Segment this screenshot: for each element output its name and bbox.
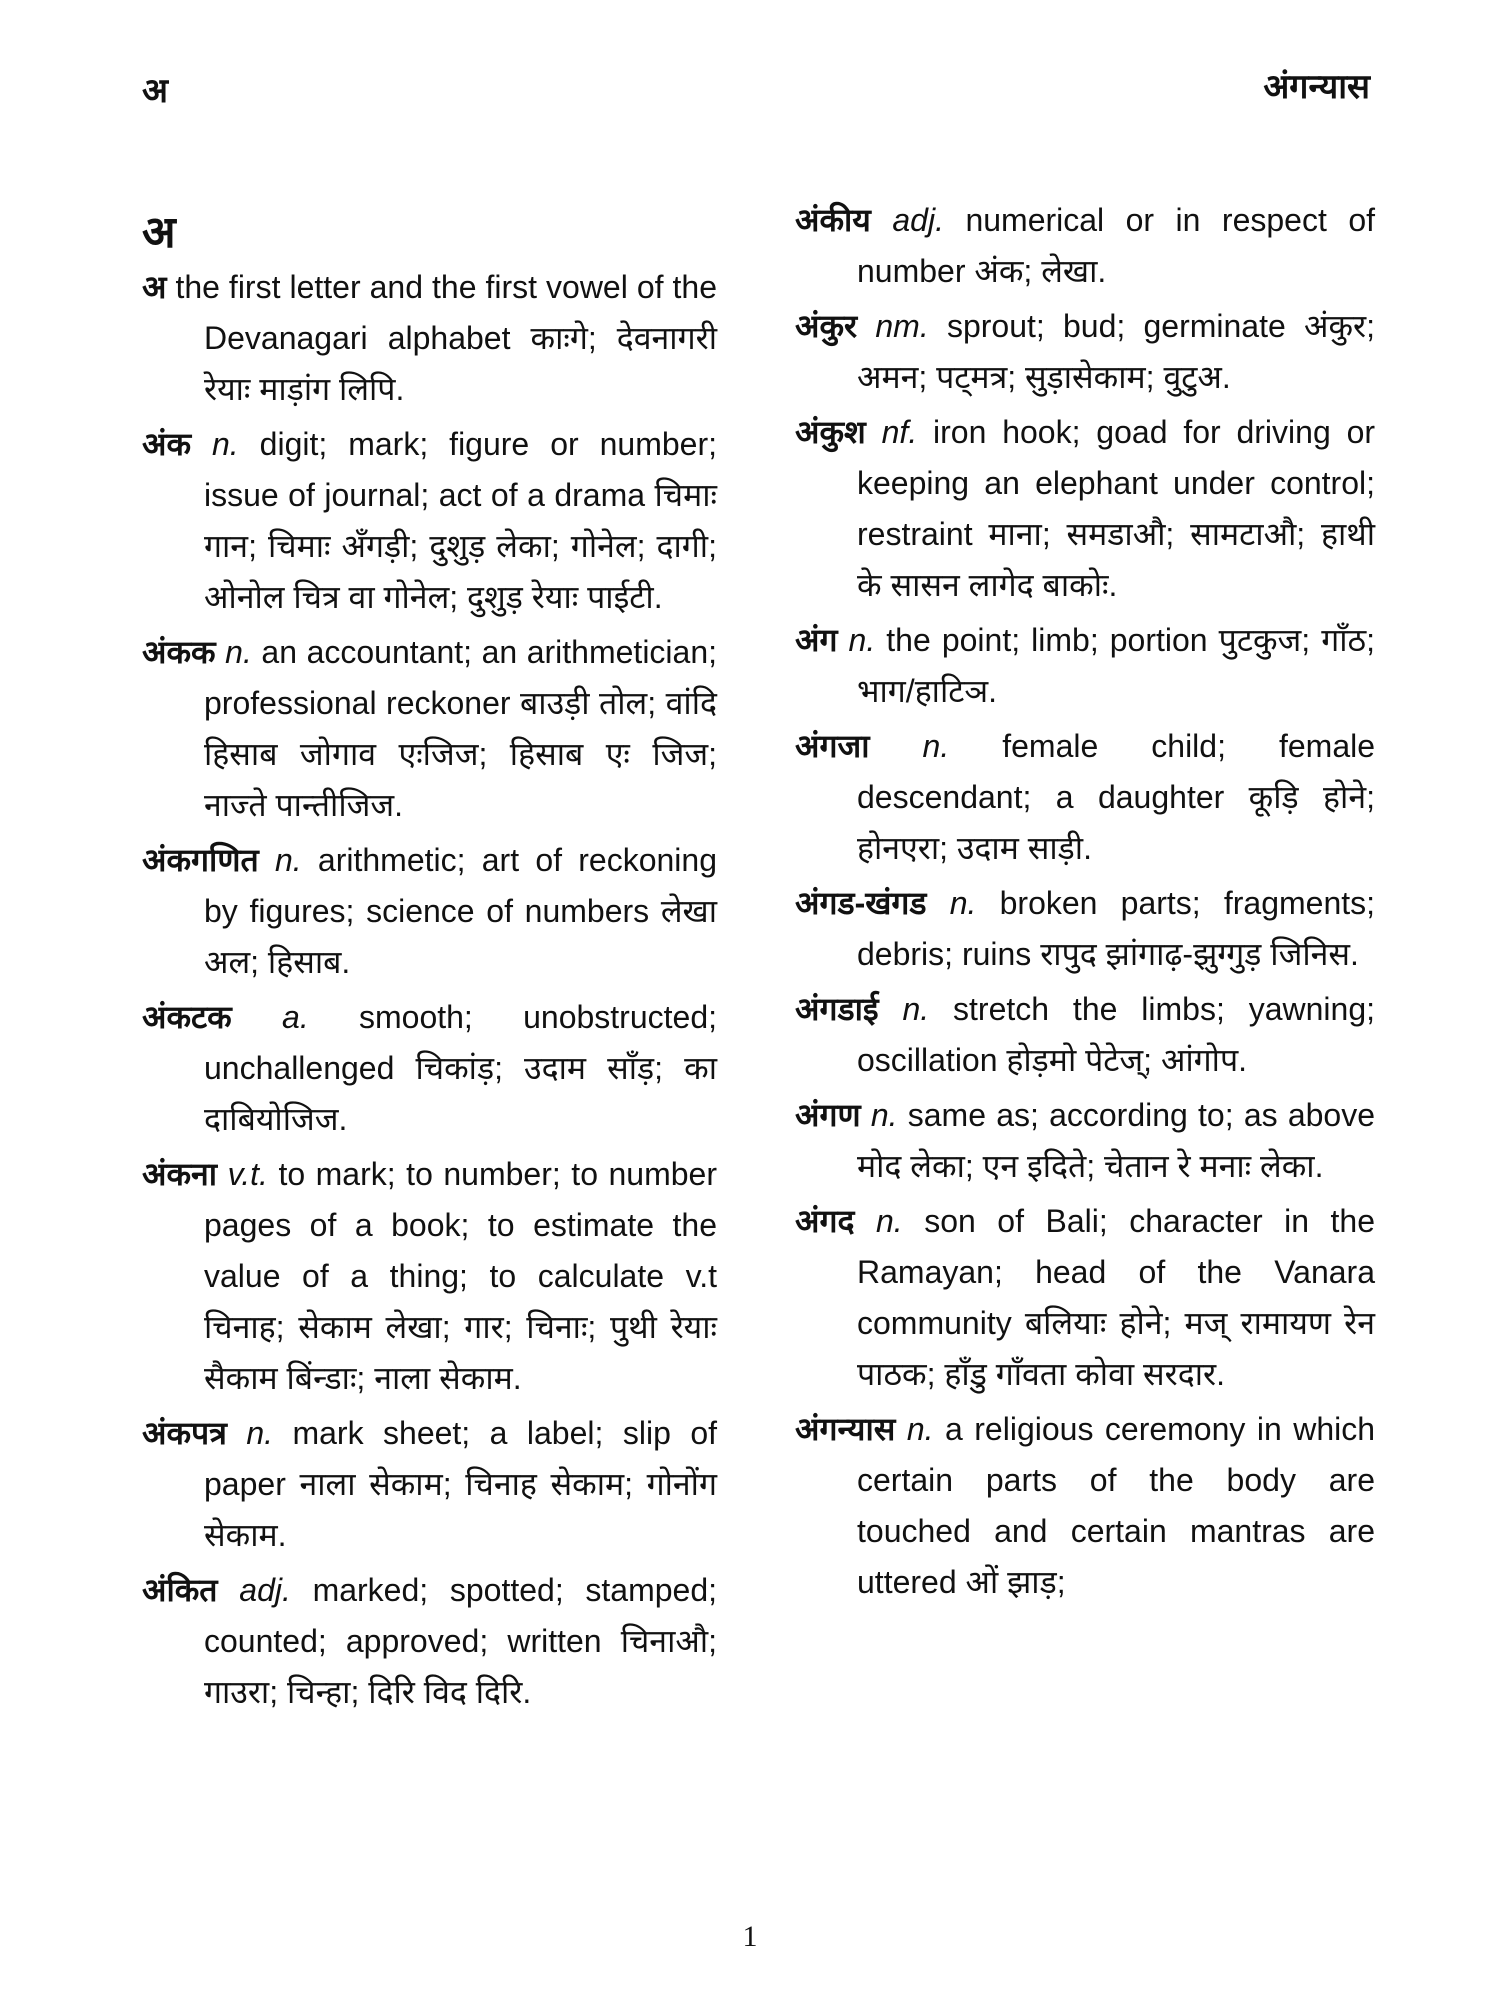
dictionary-entry	[142, 419, 717, 623]
dictionary-entry	[142, 1565, 717, 1718]
dictionary-entry	[795, 1196, 1375, 1400]
entry-part-of-speech: n.	[902, 991, 930, 1027]
dictionary-entry	[795, 615, 1375, 717]
entry-definition: smooth; unobstructed; unchallenged चिकांड़; उदाम सॉंड़; का दाबियोजिज.	[204, 999, 717, 1137]
entry-part-of-speech: adj.	[239, 1572, 291, 1608]
entry-definition: digit; mark; figure or number; issue of journal; act of a drama चिमाः गान; चिमाः अँगड़ी; दुशुड़ लेका; गोनेल; दागी; ओनोल चित्र वा गोनेल; दुशुड़ रेयाः पाईटी.	[204, 426, 718, 615]
dictionary-entry	[795, 1404, 1375, 1608]
entry-definition: an accountant; an arithmetician; professional reckoner बाउड़ी तोल; वांदि हिसाब जोगाव एःजिज; हिसाब एः जिज; नाज्ते पान्तीजिज.	[204, 634, 718, 823]
entry-part-of-speech: n.	[906, 1411, 934, 1447]
dictionary-entry	[795, 407, 1375, 611]
dictionary-entry	[795, 721, 1375, 874]
entry-part-of-speech: n.	[225, 634, 252, 670]
dictionary-entry	[142, 627, 717, 831]
entry-definition: sprout; bud; germinate अंकुर; अमन; पट्मत्र; सुड़ासेकाम; वुटुअ.	[857, 308, 1376, 395]
entry-definition: to mark; to number; to number pages of a book; to estimate the value of a thing; to calculate v.t चिनाह; सेकाम लेखा; गार; चिनाः; पुथी रेयाः सैकाम बिंन्डाः; नाला सेकाम.	[204, 1156, 718, 1396]
entry-headword: अंकटक	[142, 999, 232, 1035]
entry-definition: a religious ceremony in which certain parts of the body are touched and certain mantras are uttered ओं झाड़;	[857, 1411, 1376, 1600]
dictionary-entry	[142, 262, 717, 415]
dictionary-entry	[142, 1408, 717, 1561]
entry-definition: iron hook; goad for driving or keeping an elephant under control; restraint माना; समडाऔ; सामटाऔ; हाथी के सासन लागेद बाकोः.	[857, 414, 1376, 603]
entry-definition: son of Bali; character in the Ramayan; head of the Vanara community बलियाः होने; मज् रामायण रेन पाठक; हाँडु गाँवता कोवा सरदार.	[857, 1203, 1376, 1392]
entry-part-of-speech: nf.	[881, 414, 918, 450]
entry-headword: अंकगणित	[142, 842, 259, 878]
entry-headword: अंकीय	[795, 202, 871, 238]
entry-part-of-speech: n.	[922, 728, 950, 764]
entry-definition: stretch the limbs; yawning; oscillation होड़मो पेटेज्; आंगोप.	[857, 991, 1376, 1078]
entry-part-of-speech: n.	[875, 1203, 903, 1239]
dictionary-entry	[795, 984, 1375, 1086]
entry-definition: same as; according to; as above मोद लेका; एन इदिते; चेतान रे मनाः लेका.	[857, 1097, 1376, 1184]
entry-headword: अंग	[795, 622, 838, 658]
dictionary-entry	[142, 992, 717, 1145]
dictionary-entry	[795, 878, 1375, 980]
entry-headword: अंगन्यास	[795, 1411, 896, 1447]
entry-definition: the first letter and the first vowel of the Devanagari alphabet काःगे; देवनागरी रेयाः माड़ांग लिपि.	[175, 269, 718, 407]
left-column	[142, 262, 717, 1722]
entry-part-of-speech: v.t.	[227, 1156, 268, 1192]
entry-part-of-speech: n.	[212, 426, 239, 462]
entry-part-of-speech: n.	[848, 622, 876, 658]
entry-headword: अंकना	[142, 1156, 218, 1192]
right-column	[795, 195, 1375, 1612]
entry-headword: अंकुर	[795, 308, 858, 344]
entry-headword: अंगण	[795, 1097, 861, 1133]
entry-definition: mark sheet; a label; slip of paper नाला सेकाम; चिनाह सेकाम; गोनोंग सेकाम.	[204, 1415, 718, 1553]
entry-definition: marked; spotted; stamped; counted; approved; written चिनाऔ; गाउरा; चिन्हा; दिरि विद दिरि.	[204, 1572, 718, 1710]
running-head-right: अंगन्यास	[1263, 68, 1370, 106]
entry-definition: broken parts; fragments; debris; ruins रापुद झांगाढ़-झुग्गुड़ जिनिस.	[857, 885, 1376, 972]
entry-headword: अंगजा	[795, 728, 870, 764]
entry-definition: female child; female descendant; a daughter कूड़ि होने; होनएरा; उदाम साड़ी.	[857, 728, 1376, 866]
entry-headword: अंकुश	[795, 414, 866, 450]
entry-headword: अंगद	[795, 1203, 855, 1239]
section-letter: अ	[142, 208, 176, 257]
entry-part-of-speech: nm.	[875, 308, 929, 344]
page-number: 1	[742, 1920, 758, 1953]
entry-definition: numerical or in respect of number अंक; लेखा.	[857, 202, 1376, 289]
entry-headword: अंगड-खंगड	[795, 885, 927, 921]
entry-part-of-speech: n.	[246, 1415, 274, 1451]
dictionary-entry	[795, 301, 1375, 403]
entry-headword: अंगडाई	[795, 991, 879, 1027]
dictionary-entry	[795, 1090, 1375, 1192]
entry-headword: अंकित	[142, 1572, 218, 1608]
entry-part-of-speech: adj.	[892, 202, 944, 238]
entry-headword: अंक	[142, 426, 192, 462]
entry-part-of-speech: n.	[949, 885, 977, 921]
entry-headword: अंकपत्र	[142, 1415, 227, 1451]
entry-part-of-speech: n.	[870, 1097, 898, 1133]
entry-part-of-speech: n.	[274, 842, 302, 878]
dictionary-entry	[142, 1149, 717, 1404]
entry-definition: arithmetic; art of reckoning by figures; science of numbers लेखा अल; हिसाब.	[204, 842, 718, 980]
entry-headword: अ	[142, 269, 167, 305]
running-head-left: अ	[142, 72, 168, 110]
dictionary-entry	[142, 835, 717, 988]
entry-definition: the point; limb; portion पुटकुज; गाँठ; भाग/हाटिञ.	[857, 622, 1376, 709]
entry-headword: अंकक	[142, 634, 216, 670]
entry-part-of-speech: a.	[282, 999, 309, 1035]
dictionary-entry	[795, 195, 1375, 297]
